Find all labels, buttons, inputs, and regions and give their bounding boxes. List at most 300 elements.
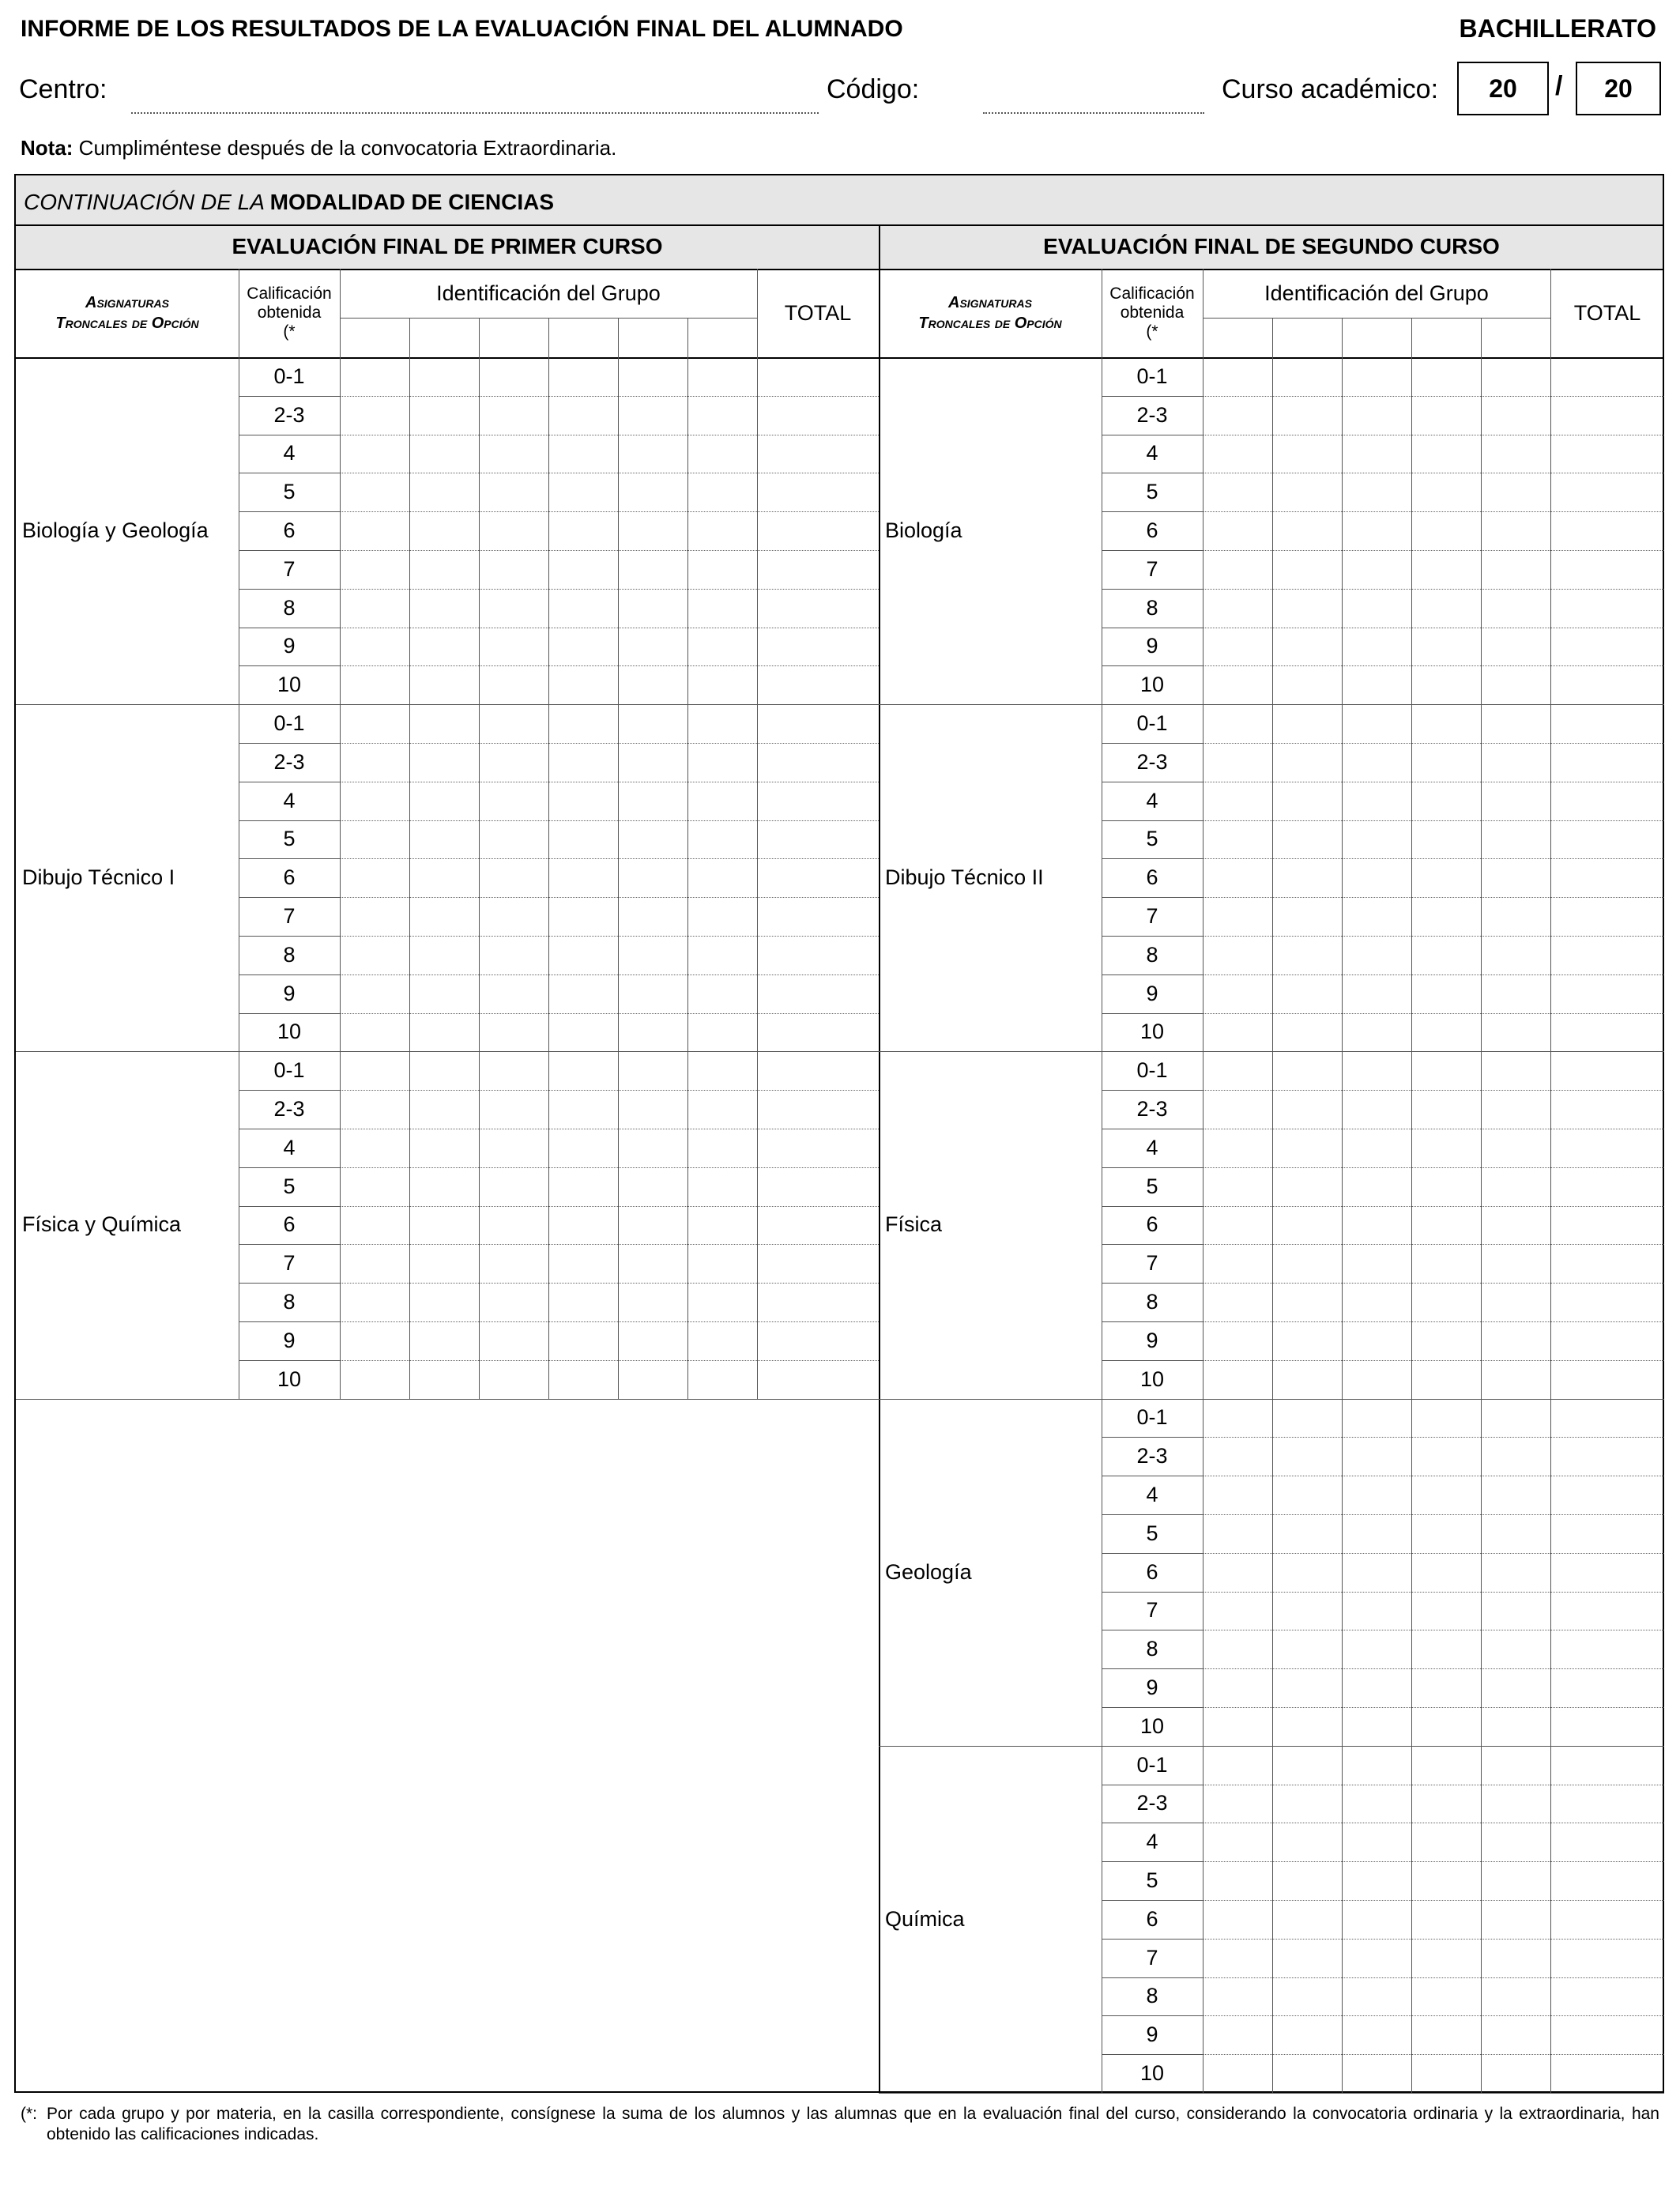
group-count-cell[interactable] (548, 511, 618, 550)
group-count-cell[interactable] (1481, 1785, 1550, 1823)
group-count-cell[interactable] (1203, 1360, 1272, 1399)
group-count-cell[interactable] (1342, 936, 1411, 974)
group-count-cell[interactable] (687, 743, 757, 782)
group-count-cell[interactable] (1342, 1206, 1411, 1245)
total-cell[interactable] (1550, 1514, 1664, 1553)
group-count-cell[interactable] (548, 1206, 618, 1245)
total-cell[interactable] (757, 357, 879, 396)
total-cell[interactable] (1550, 435, 1664, 473)
group-count-cell[interactable] (618, 435, 687, 473)
group-count-cell[interactable] (618, 396, 687, 435)
group-count-cell[interactable] (1203, 1514, 1272, 1553)
total-cell[interactable] (757, 628, 879, 666)
total-cell[interactable] (1550, 1630, 1664, 1668)
group-count-cell[interactable] (340, 1206, 409, 1245)
group-count-cell[interactable] (1203, 550, 1272, 589)
group-count-cell[interactable] (1481, 435, 1550, 473)
group-count-cell[interactable] (1481, 1592, 1550, 1630)
group-count-cell[interactable] (1342, 511, 1411, 550)
group-count-cell[interactable] (1203, 1321, 1272, 1360)
group-count-cell[interactable] (1203, 473, 1272, 511)
group-count-cell[interactable] (1203, 1630, 1272, 1668)
group-count-cell[interactable] (340, 858, 409, 897)
group-count-cell[interactable] (1272, 782, 1342, 820)
group-count-cell[interactable] (409, 589, 479, 628)
group-count-cell[interactable] (1481, 820, 1550, 859)
total-cell[interactable] (1550, 897, 1664, 936)
group-count-cell[interactable] (1203, 1977, 1272, 2016)
group-count-cell[interactable] (1411, 435, 1481, 473)
group-count-cell[interactable] (548, 704, 618, 743)
group-count-cell[interactable] (1342, 820, 1411, 859)
group-count-cell[interactable] (1272, 1977, 1342, 2016)
group-count-cell[interactable] (1481, 1476, 1550, 1514)
group-count-cell[interactable] (618, 974, 687, 1013)
group-count-cell[interactable] (340, 357, 409, 396)
group-count-cell[interactable] (409, 1206, 479, 1245)
group-count-cell[interactable] (1203, 897, 1272, 936)
group-count-cell[interactable] (479, 858, 548, 897)
total-cell[interactable] (1550, 1939, 1664, 1977)
group-count-cell[interactable] (1203, 1013, 1272, 1052)
group-count-cell[interactable] (1272, 1437, 1342, 1476)
group-count-cell[interactable] (1481, 897, 1550, 936)
group-count-cell[interactable] (1272, 1051, 1342, 1090)
group-count-cell[interactable] (548, 974, 618, 1013)
group-count-cell[interactable] (1481, 550, 1550, 589)
group-count-cell[interactable] (479, 550, 548, 589)
group-count-cell[interactable] (1342, 2054, 1411, 2093)
total-cell[interactable] (1550, 1283, 1664, 1321)
group-count-cell[interactable] (340, 936, 409, 974)
group-count-cell[interactable] (548, 550, 618, 589)
group-count-cell[interactable] (618, 1283, 687, 1321)
group-count-cell[interactable] (618, 782, 687, 820)
total-cell[interactable] (1550, 2054, 1664, 2093)
group-count-cell[interactable] (1411, 1321, 1481, 1360)
group-count-cell[interactable] (1481, 1900, 1550, 1939)
group-count-cell[interactable] (1411, 1476, 1481, 1514)
group-count-cell[interactable] (1481, 1823, 1550, 1861)
group-count-cell[interactable] (1342, 589, 1411, 628)
group-count-cell[interactable] (1272, 628, 1342, 666)
group-count-cell[interactable] (340, 782, 409, 820)
group-count-cell[interactable] (409, 1013, 479, 1052)
group-count-cell[interactable] (340, 473, 409, 511)
total-cell[interactable] (1550, 2015, 1664, 2054)
group-count-cell[interactable] (1203, 1167, 1272, 1206)
total-cell[interactable] (757, 704, 879, 743)
group-count-cell[interactable] (1481, 1707, 1550, 1746)
group-count-cell[interactable] (1272, 1129, 1342, 1167)
total-cell[interactable] (1550, 858, 1664, 897)
total-cell[interactable] (1550, 1900, 1664, 1939)
group-count-cell[interactable] (1342, 1244, 1411, 1283)
group-count-cell[interactable] (1272, 473, 1342, 511)
group-count-cell[interactable] (548, 628, 618, 666)
total-cell[interactable] (757, 1360, 879, 1399)
total-cell[interactable] (1550, 1244, 1664, 1283)
total-cell[interactable] (1550, 665, 1664, 704)
group-count-cell[interactable] (1342, 897, 1411, 936)
group-count-cell[interactable] (548, 589, 618, 628)
total-cell[interactable] (757, 511, 879, 550)
total-cell[interactable] (1550, 1707, 1664, 1746)
group-count-cell[interactable] (1272, 396, 1342, 435)
group-count-cell[interactable] (1481, 1861, 1550, 1900)
group-count-cell[interactable] (1342, 1746, 1411, 1785)
group-count-cell[interactable] (340, 820, 409, 859)
group-count-cell[interactable] (1411, 1553, 1481, 1592)
group-count-cell[interactable] (548, 936, 618, 974)
group-count-cell[interactable] (479, 743, 548, 782)
group-count-cell[interactable] (548, 665, 618, 704)
group-count-cell[interactable] (1411, 897, 1481, 936)
group-count-cell[interactable] (1342, 1630, 1411, 1668)
group-count-cell[interactable] (1411, 1785, 1481, 1823)
group-count-cell[interactable] (409, 858, 479, 897)
total-cell[interactable] (757, 665, 879, 704)
total-cell[interactable] (757, 1321, 879, 1360)
group-count-cell[interactable] (479, 782, 548, 820)
group-count-cell[interactable] (1203, 1592, 1272, 1630)
group-count-cell[interactable] (479, 1360, 548, 1399)
group-count-cell[interactable] (1342, 858, 1411, 897)
group-count-cell[interactable] (1342, 743, 1411, 782)
group-count-cell[interactable] (1481, 1514, 1550, 1553)
group-count-cell[interactable] (1342, 550, 1411, 589)
group-count-cell[interactable] (1411, 1861, 1481, 1900)
group-count-cell[interactable] (1203, 1129, 1272, 1167)
group-count-cell[interactable] (1203, 1476, 1272, 1514)
group-count-cell[interactable] (1481, 1939, 1550, 1977)
group-count-cell[interactable] (1272, 550, 1342, 589)
total-cell[interactable] (757, 396, 879, 435)
group-count-cell[interactable] (409, 1129, 479, 1167)
group-count-cell[interactable] (548, 396, 618, 435)
group-count-cell[interactable] (618, 665, 687, 704)
group-count-cell[interactable] (548, 1360, 618, 1399)
group-count-cell[interactable] (1272, 1206, 1342, 1245)
total-cell[interactable] (1550, 1360, 1664, 1399)
group-count-cell[interactable] (340, 743, 409, 782)
group-count-cell[interactable] (1411, 743, 1481, 782)
total-cell[interactable] (757, 743, 879, 782)
group-count-cell[interactable] (479, 1167, 548, 1206)
group-count-cell[interactable] (1272, 858, 1342, 897)
group-count-cell[interactable] (1481, 1437, 1550, 1476)
group-count-cell[interactable] (1481, 974, 1550, 1013)
group-count-cell[interactable] (548, 820, 618, 859)
group-count-cell[interactable] (1203, 974, 1272, 1013)
centro-field[interactable] (131, 112, 819, 114)
group-count-cell[interactable] (1203, 1668, 1272, 1707)
total-cell[interactable] (1550, 936, 1664, 974)
group-count-cell[interactable] (340, 511, 409, 550)
group-count-cell[interactable] (1411, 511, 1481, 550)
group-count-cell[interactable] (618, 820, 687, 859)
group-count-cell[interactable] (1481, 628, 1550, 666)
group-count-cell[interactable] (1342, 665, 1411, 704)
total-cell[interactable] (1550, 1129, 1664, 1167)
group-count-cell[interactable] (1411, 396, 1481, 435)
group-count-cell[interactable] (409, 550, 479, 589)
group-count-cell[interactable] (1272, 936, 1342, 974)
group-count-cell[interactable] (1272, 1668, 1342, 1707)
group-count-cell[interactable] (1272, 1785, 1342, 1823)
group-count-cell[interactable] (548, 1013, 618, 1052)
group-count-cell[interactable] (1203, 1939, 1272, 1977)
group-count-cell[interactable] (1411, 974, 1481, 1013)
group-count-cell[interactable] (1411, 1129, 1481, 1167)
total-cell[interactable] (1550, 1977, 1664, 2016)
group-count-cell[interactable] (1411, 665, 1481, 704)
group-count-cell[interactable] (1411, 1167, 1481, 1206)
group-count-cell[interactable] (1481, 1321, 1550, 1360)
group-count-cell[interactable] (1481, 1051, 1550, 1090)
group-count-cell[interactable] (1272, 1630, 1342, 1668)
group-count-cell[interactable] (687, 589, 757, 628)
group-count-cell[interactable] (618, 1013, 687, 1052)
group-count-cell[interactable] (409, 1283, 479, 1321)
group-count-cell[interactable] (1342, 1553, 1411, 1592)
group-count-cell[interactable] (1272, 1514, 1342, 1553)
group-count-cell[interactable] (1342, 1476, 1411, 1514)
group-count-cell[interactable] (1272, 1013, 1342, 1052)
group-count-cell[interactable] (1481, 1129, 1550, 1167)
group-count-cell[interactable] (1411, 1514, 1481, 1553)
group-count-cell[interactable] (1342, 1707, 1411, 1746)
total-cell[interactable] (1550, 1861, 1664, 1900)
group-count-cell[interactable] (618, 1244, 687, 1283)
group-count-cell[interactable] (1342, 1399, 1411, 1438)
group-count-cell[interactable] (687, 1051, 757, 1090)
group-count-cell[interactable] (1203, 782, 1272, 820)
total-cell[interactable] (1550, 1746, 1664, 1785)
group-count-cell[interactable] (1481, 665, 1550, 704)
group-count-cell[interactable] (1481, 1360, 1550, 1399)
group-count-cell[interactable] (687, 511, 757, 550)
group-count-cell[interactable] (1411, 782, 1481, 820)
total-cell[interactable] (757, 1090, 879, 1129)
group-count-cell[interactable] (687, 628, 757, 666)
group-count-cell[interactable] (687, 820, 757, 859)
group-count-cell[interactable] (1272, 357, 1342, 396)
group-count-cell[interactable] (618, 704, 687, 743)
group-count-cell[interactable] (687, 704, 757, 743)
group-count-cell[interactable] (409, 1051, 479, 1090)
group-count-cell[interactable] (1203, 511, 1272, 550)
group-count-cell[interactable] (618, 858, 687, 897)
group-count-cell[interactable] (479, 1321, 548, 1360)
group-count-cell[interactable] (1481, 936, 1550, 974)
group-count-cell[interactable] (1203, 820, 1272, 859)
group-count-cell[interactable] (687, 1129, 757, 1167)
group-count-cell[interactable] (479, 936, 548, 974)
group-count-cell[interactable] (1411, 1900, 1481, 1939)
group-count-cell[interactable] (1203, 1785, 1272, 1823)
group-count-cell[interactable] (687, 1244, 757, 1283)
group-count-cell[interactable] (409, 1321, 479, 1360)
group-count-cell[interactable] (479, 974, 548, 1013)
group-count-cell[interactable] (1272, 1707, 1342, 1746)
group-count-cell[interactable] (409, 1244, 479, 1283)
group-count-cell[interactable] (548, 1321, 618, 1360)
group-count-cell[interactable] (1481, 1167, 1550, 1206)
group-count-cell[interactable] (1203, 665, 1272, 704)
group-count-cell[interactable] (1203, 1244, 1272, 1283)
total-cell[interactable] (1550, 782, 1664, 820)
group-count-cell[interactable] (340, 1129, 409, 1167)
total-cell[interactable] (757, 550, 879, 589)
group-count-cell[interactable] (409, 820, 479, 859)
total-cell[interactable] (1550, 1321, 1664, 1360)
group-count-cell[interactable] (687, 974, 757, 1013)
group-count-cell[interactable] (1272, 511, 1342, 550)
group-count-cell[interactable] (1342, 473, 1411, 511)
group-count-cell[interactable] (1203, 396, 1272, 435)
group-count-cell[interactable] (1481, 473, 1550, 511)
group-count-cell[interactable] (1203, 2054, 1272, 2093)
group-count-cell[interactable] (687, 396, 757, 435)
group-count-cell[interactable] (1481, 511, 1550, 550)
group-count-cell[interactable] (548, 435, 618, 473)
group-count-cell[interactable] (1411, 1437, 1481, 1476)
group-count-cell[interactable] (548, 1283, 618, 1321)
group-count-cell[interactable] (479, 1013, 548, 1052)
group-count-cell[interactable] (1342, 1823, 1411, 1861)
group-count-cell[interactable] (1481, 1630, 1550, 1668)
group-count-cell[interactable] (1272, 974, 1342, 1013)
group-count-cell[interactable] (1272, 1283, 1342, 1321)
group-count-cell[interactable] (1203, 628, 1272, 666)
group-count-cell[interactable] (340, 1051, 409, 1090)
group-count-cell[interactable] (1342, 1668, 1411, 1707)
total-cell[interactable] (1550, 1167, 1664, 1206)
group-count-cell[interactable] (409, 1360, 479, 1399)
group-count-cell[interactable] (1342, 1360, 1411, 1399)
group-count-cell[interactable] (1272, 820, 1342, 859)
group-count-cell[interactable] (479, 1244, 548, 1283)
group-count-cell[interactable] (618, 897, 687, 936)
total-cell[interactable] (757, 1167, 879, 1206)
group-count-cell[interactable] (1342, 1592, 1411, 1630)
group-count-cell[interactable] (548, 1244, 618, 1283)
group-count-cell[interactable] (340, 665, 409, 704)
group-count-cell[interactable] (1272, 1090, 1342, 1129)
group-count-cell[interactable] (340, 897, 409, 936)
group-count-cell[interactable] (340, 589, 409, 628)
group-count-cell[interactable] (1272, 1861, 1342, 1900)
total-cell[interactable] (757, 858, 879, 897)
total-cell[interactable] (757, 974, 879, 1013)
total-cell[interactable] (757, 435, 879, 473)
group-count-cell[interactable] (479, 396, 548, 435)
group-count-cell[interactable] (340, 1360, 409, 1399)
group-count-cell[interactable] (1481, 1399, 1550, 1438)
group-count-cell[interactable] (687, 1090, 757, 1129)
group-count-cell[interactable] (1411, 1051, 1481, 1090)
group-count-cell[interactable] (1272, 704, 1342, 743)
group-count-cell[interactable] (1342, 435, 1411, 473)
group-count-cell[interactable] (1411, 589, 1481, 628)
total-cell[interactable] (1550, 820, 1664, 859)
group-count-cell[interactable] (1481, 589, 1550, 628)
group-count-cell[interactable] (548, 1129, 618, 1167)
group-count-cell[interactable] (548, 782, 618, 820)
group-count-cell[interactable] (479, 897, 548, 936)
group-count-cell[interactable] (687, 357, 757, 396)
group-count-cell[interactable] (409, 628, 479, 666)
group-count-cell[interactable] (1272, 1746, 1342, 1785)
group-count-cell[interactable] (1342, 1167, 1411, 1206)
group-count-cell[interactable] (1342, 1013, 1411, 1052)
group-count-cell[interactable] (340, 1167, 409, 1206)
group-count-cell[interactable] (1203, 2015, 1272, 2054)
group-count-cell[interactable] (687, 665, 757, 704)
group-count-cell[interactable] (1481, 357, 1550, 396)
group-count-cell[interactable] (548, 473, 618, 511)
group-count-cell[interactable] (479, 628, 548, 666)
group-count-cell[interactable] (548, 357, 618, 396)
total-cell[interactable] (757, 1244, 879, 1283)
group-count-cell[interactable] (687, 1206, 757, 1245)
group-count-cell[interactable] (618, 1090, 687, 1129)
total-cell[interactable] (1550, 1668, 1664, 1707)
group-count-cell[interactable] (1411, 357, 1481, 396)
group-count-cell[interactable] (1272, 1244, 1342, 1283)
group-count-cell[interactable] (618, 357, 687, 396)
group-count-cell[interactable] (1481, 396, 1550, 435)
group-count-cell[interactable] (1342, 1861, 1411, 1900)
group-count-cell[interactable] (1203, 1051, 1272, 1090)
group-count-cell[interactable] (618, 550, 687, 589)
total-cell[interactable] (757, 1283, 879, 1321)
total-cell[interactable] (1550, 1013, 1664, 1052)
group-count-cell[interactable] (1272, 1592, 1342, 1630)
total-cell[interactable] (1550, 1090, 1664, 1129)
group-count-cell[interactable] (340, 1013, 409, 1052)
group-count-cell[interactable] (409, 396, 479, 435)
group-count-cell[interactable] (1411, 1977, 1481, 2016)
group-count-cell[interactable] (1272, 897, 1342, 936)
group-count-cell[interactable] (1481, 1013, 1550, 1052)
group-count-cell[interactable] (687, 1360, 757, 1399)
total-cell[interactable] (1550, 473, 1664, 511)
group-count-cell[interactable] (1481, 1283, 1550, 1321)
group-count-cell[interactable] (1342, 974, 1411, 1013)
group-count-cell[interactable] (548, 858, 618, 897)
group-count-cell[interactable] (1411, 1360, 1481, 1399)
group-count-cell[interactable] (548, 1167, 618, 1206)
year-start-field[interactable] (1457, 62, 1549, 115)
year-end-field[interactable] (1576, 62, 1661, 115)
group-count-cell[interactable] (687, 550, 757, 589)
group-count-cell[interactable] (1411, 550, 1481, 589)
group-count-cell[interactable] (340, 1283, 409, 1321)
group-count-cell[interactable] (1481, 704, 1550, 743)
group-count-cell[interactable] (1342, 1785, 1411, 1823)
group-count-cell[interactable] (340, 628, 409, 666)
group-count-cell[interactable] (1411, 473, 1481, 511)
group-count-cell[interactable] (1203, 858, 1272, 897)
group-count-cell[interactable] (409, 1167, 479, 1206)
group-count-cell[interactable] (687, 1283, 757, 1321)
group-count-cell[interactable] (1411, 1939, 1481, 1977)
group-count-cell[interactable] (409, 473, 479, 511)
group-count-cell[interactable] (1411, 1283, 1481, 1321)
group-count-cell[interactable] (479, 511, 548, 550)
